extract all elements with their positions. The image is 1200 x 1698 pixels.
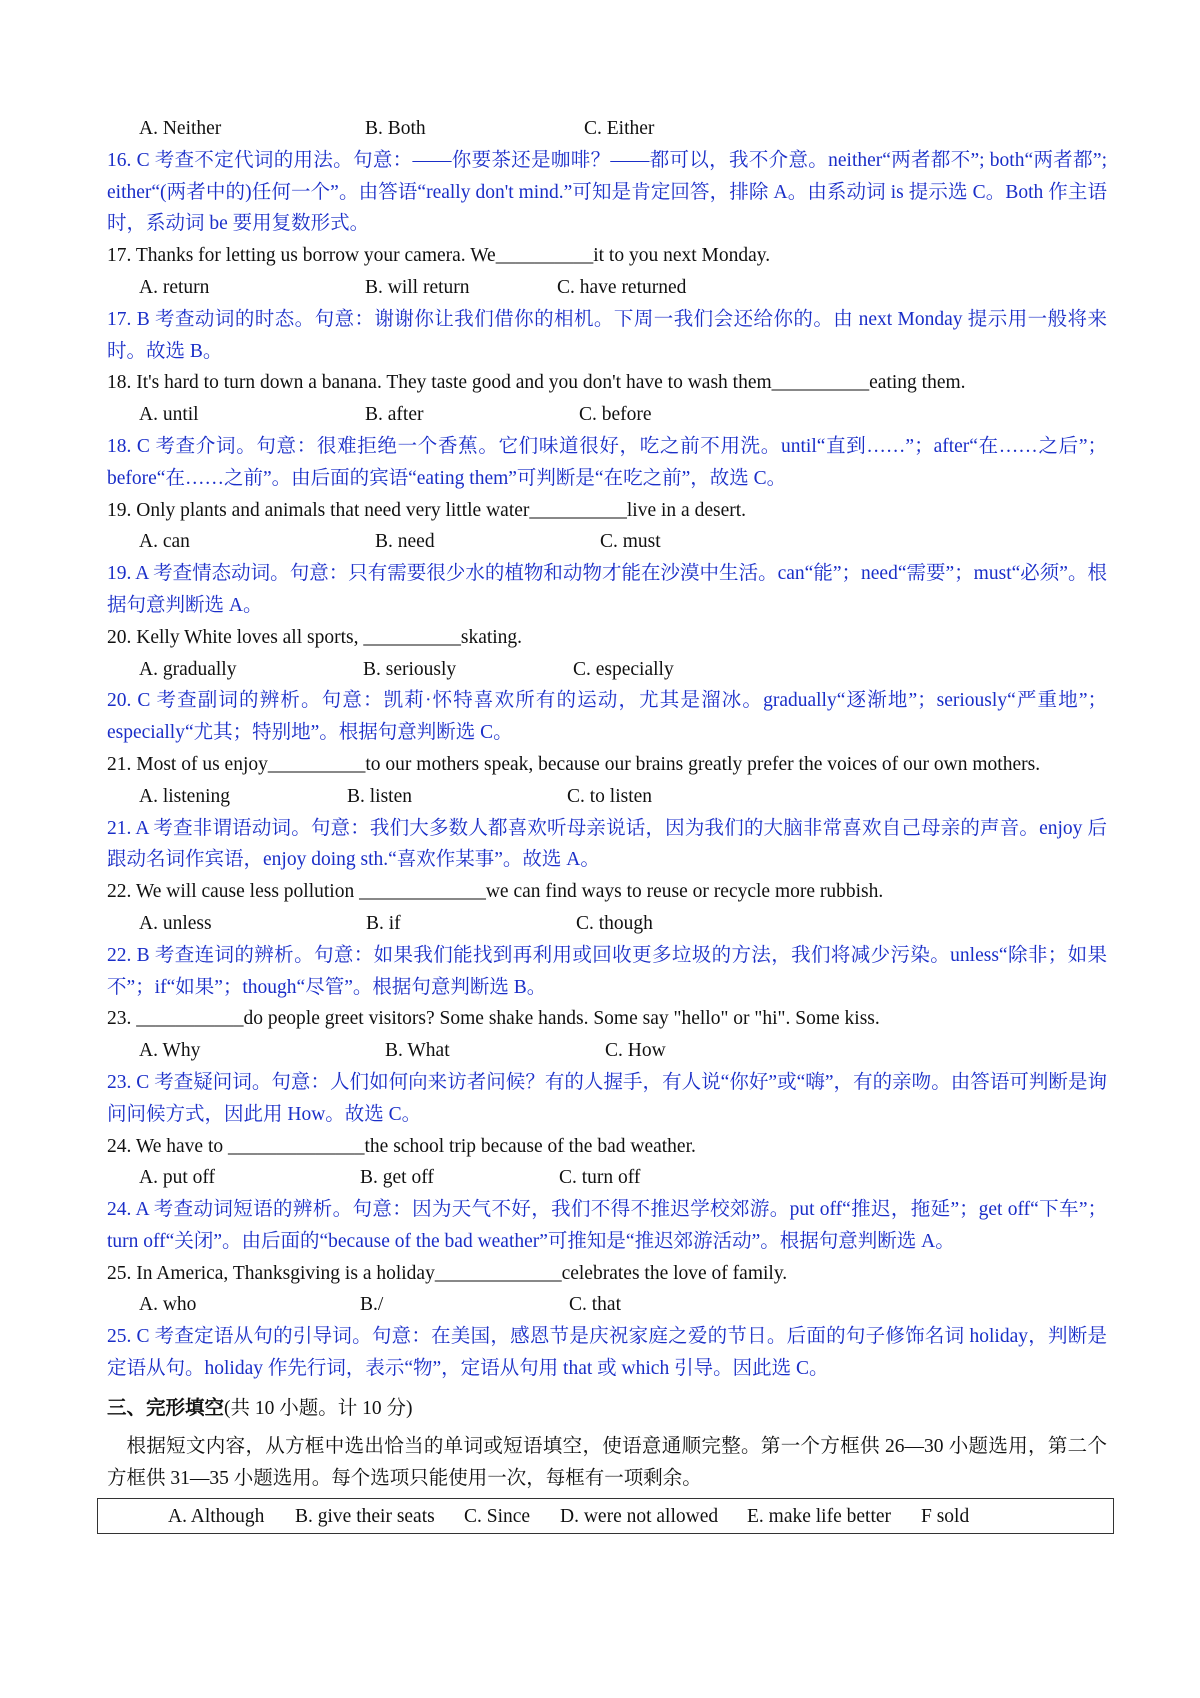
box-option-d: D. were not allowed (560, 1506, 719, 1528)
answer-23: 23. C 考查疑问词。句意：人们如何向来访者问候？有的人握手，有人说“你好”或“嗨”，有的亲吻。由答语可判断是询问问候方式，因此用 How。故选 C。 (107, 1071, 1107, 1125)
answer-19: 19. A 考查情态动词。句意：只有需要很少水的植物和动物才能在沙漠中生活。can“能”；need“需要”；must“必须”。根据句意判断选 A。 (107, 563, 1107, 616)
question-22: 22. We will cause less pollution _____________we can find ways to reuse or recycle more rubbish. (107, 881, 884, 903)
question-21: 21. Most of us enjoy__________to our mothers speak, because our brains greatly prefer the voices of our own mothers. (107, 753, 1041, 775)
q20-options (107, 654, 1107, 686)
section-heading (107, 1393, 1107, 1427)
answer-20: 20. C 考查副词的辨析。句意：凯莉·怀特喜欢所有的运动，尤其是溜冰。gradually“逐渐地”；seriously“严重地”；especially“尤其；特别地”。根据句意判断选 C。 (107, 690, 1107, 744)
question-24: 24. We have to ______________the school trip because of the bad weather. (107, 1135, 696, 1157)
word-box (97, 1498, 1114, 1534)
q23-options (107, 1035, 1107, 1067)
option-c: C. especially (573, 658, 674, 680)
q18-options (107, 399, 1107, 431)
answer-24: 24. A 考查动词短语的辨析。句意：因为天气不好，我们不得不推迟学校郊游。put off“推迟，拖延”；get off“下车”；turn off“关闭”。由后面的“because of the bad weather”可推知是“推迟郊游活动”。根据句意判断选 A。 (107, 1199, 1107, 1252)
option-b: B. need (375, 531, 435, 553)
question-17: 17. Thanks for letting us borrow your camera. We__________it to you next Monday. (107, 245, 771, 267)
option-c: C. Either (584, 118, 655, 139)
option-a: A. until (139, 404, 199, 426)
option-b: B. get off (360, 1167, 434, 1189)
question-19: 19. Only plants and animals that need very little water__________live in a desert. (107, 499, 747, 521)
option-c: C. How (605, 1040, 666, 1062)
section-title: 三、完形填空 (107, 1397, 225, 1419)
option-c: C. turn off (559, 1167, 641, 1189)
option-a: A. gradually (139, 658, 237, 680)
question-20: 20. Kelly White loves all sports, __________skating. (107, 626, 523, 648)
option-a: A. can (139, 531, 190, 553)
option-a: A. put off (139, 1167, 216, 1189)
answer-17: 17. B 考查动词的时态。句意：谢谢你让我们借你的相机。下周一我们会还给你的。由 next Monday 提示用一般将来时。故选 B。 (107, 308, 1107, 362)
instructions: 根据短文内容，从方框中选出恰当的单词或短语填空，使语意通顺完整。第一个方框供 26—30 小题选用，第二个方框供 31—35 小题选用。每个选项只能使用一次，每框有一项剩余。 (107, 1435, 1107, 1489)
box-option-a: A. Although (168, 1506, 265, 1528)
section-note: (共 10 小题。计 10 分) (224, 1397, 413, 1419)
box-option-c: C. Since (464, 1506, 531, 1528)
exam-page (107, 113, 1107, 1534)
option-b: B. Both (365, 118, 426, 139)
answer-16: 16. C 考查不定代词的用法。句意：——你要茶还是咖啡？——都可以，我不介意。neither“两者都不”; both“两者都”; either“(两者中的)任何一个”。由答语“really don't mind.”可知是肯定回答，排除 A。由系动词 is 提示选 C。Both 作主语时，系动词 be 要用复数形式。 (107, 149, 1107, 235)
question-18: 18. It's hard to turn down a banana. They taste good and you don't have to wash them__________eating them. (107, 372, 966, 394)
q24-options (107, 1162, 1107, 1194)
q22-options (107, 908, 1107, 940)
option-c: C. have returned (557, 276, 687, 298)
answer-22: 22. B 考查连词的辨析。句意：如果我们能找到再利用或回收更多垃圾的方法，我们将减少污染。unless“除非；如果不”；if“如果”；though“尽管”。根据句意判断选 B。 (107, 944, 1107, 998)
option-c: C. must (600, 531, 661, 553)
option-c: C. before (579, 404, 652, 426)
option-a: A. return (139, 276, 210, 298)
q21-options (107, 781, 1107, 813)
option-b: B./ (360, 1294, 384, 1316)
option-b: B. will return (365, 276, 470, 298)
box-option-e: E. make life better (747, 1506, 892, 1528)
question-25: 25. In America, Thanksgiving is a holiday_____________celebrates the love of family. (107, 1262, 788, 1284)
option-b: B. seriously (363, 658, 457, 680)
option-a: A. Neither (139, 118, 222, 139)
option-b: B. if (366, 912, 401, 934)
answer-18: 18. C 考查介词。句意：很难拒绝一个香蕉。它们味道很好，吃之前不用洗。until“直到……”；after“在……之后”；before“在……之前”。由后面的宾语“eating them”可判断是“在吃之前”，故选 C。 (107, 435, 1107, 489)
option-a: A. unless (139, 912, 212, 934)
option-b: B. after (365, 404, 424, 426)
option-b: B. listen (347, 785, 413, 807)
q19-options (107, 526, 1107, 558)
option-c: C. that (569, 1294, 621, 1316)
q25-options (107, 1289, 1107, 1321)
box-option-f: F sold (921, 1506, 970, 1528)
q15-options (107, 113, 1107, 145)
option-a: A. listening (139, 785, 230, 807)
answer-21: 21. A 考查非谓语动词。句意：我们大多数人都喜欢听母亲说话，因为我们的大脑非常喜欢自己母亲的声音。enjoy 后跟动名词作宾语，enjoy doing sth.“喜欢作某事”。故选 A。 (107, 817, 1107, 871)
question-23: 23. ___________do people greet visitors? Some shake hands. Some say "hello" or "hi". Some kiss. (107, 1008, 880, 1030)
answer-25: 25. C 考查定语从句的引导词。句意：在美国，感恩节是庆祝家庭之爱的节日。后面的句子修饰名词 holiday，判断是定语从句。holiday 作先行词，表示“物”，定语从句用 that 或 which 引导。因此选 C。 (107, 1326, 1107, 1380)
option-a: A. Why (139, 1040, 201, 1062)
q17-options (107, 272, 1107, 304)
option-c: C. to listen (567, 785, 653, 807)
box-option-b: B. give their seats (295, 1506, 435, 1528)
option-a: A. who (139, 1294, 197, 1316)
option-b: B. What (385, 1040, 450, 1062)
option-c: C. though (576, 912, 653, 934)
